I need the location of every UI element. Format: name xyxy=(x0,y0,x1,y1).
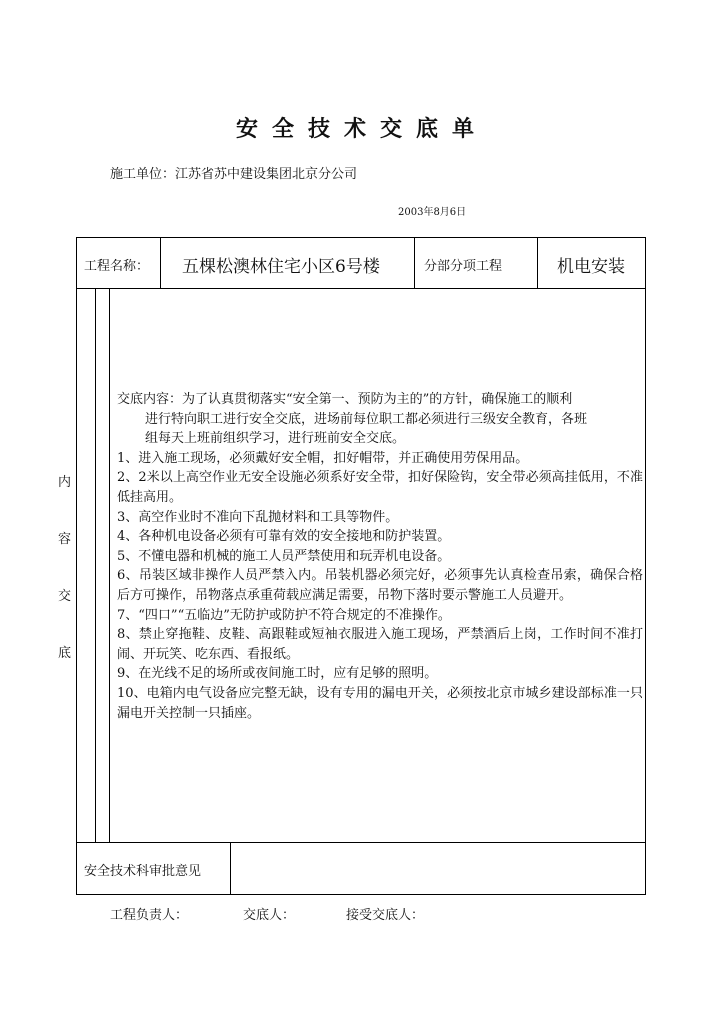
content-line: 5、不懂电器和机械的施工人员严禁使用和玩弄机电设备。 xyxy=(117,548,451,564)
content-line: 2、2米以上高空作业无安全设施必须系好安全带，扣好保险钩，安全带必须高挂低用，不准低挂高用。 xyxy=(117,470,643,505)
table-border-top xyxy=(76,237,646,238)
content-line: 1、进入施工现场，必须戴好安全帽，扣好帽带，并正确使用劳保用品。 xyxy=(117,450,529,466)
row-divider-header xyxy=(76,288,646,289)
document-date: 2003年8月6日 xyxy=(398,207,467,218)
construction-unit xyxy=(110,163,357,182)
footer-receiver: 接受交底人： xyxy=(346,908,425,923)
content-line: 组每天上班前组织学习，进行班前安全交底。 xyxy=(145,431,406,447)
content-line: 8、禁止穿拖鞋、皮鞋、高跟鞋或短袖衣服进入施工现场，严禁酒后上岗，工作时间不准打闹、开玩笑、吃东西、看报纸。 xyxy=(117,627,643,662)
side-char-2: 容 xyxy=(58,532,72,547)
document-title: 安全技术交底单 xyxy=(235,117,488,142)
unit-value: 江苏省苏中建设集团北京分公司 xyxy=(175,167,358,182)
footer-discloser: 交底人： xyxy=(243,908,296,923)
disclosure-content xyxy=(117,390,643,723)
project-name-label: 工程名称： xyxy=(84,259,150,274)
col-divider-2 xyxy=(414,237,415,289)
subdivision-value: 机电安装 xyxy=(557,257,625,277)
table-border-bottom xyxy=(76,894,646,895)
content-line: 10、电箱内电气设备应完整无缺，设有专用的漏电开关，必须按北京市城乡建设部标准一只漏电开关控制一只插座。 xyxy=(117,685,643,721)
table-border-left xyxy=(76,237,77,895)
content-line: 7、“四口”“五临边”无防护或防护不符合规定的不准操作。 xyxy=(117,607,451,623)
content-col-divider-a xyxy=(95,288,96,843)
subdivision-label: 分部分项工程 xyxy=(424,259,503,274)
content-col-divider-b xyxy=(109,288,110,843)
row-divider-approval xyxy=(76,842,646,843)
table-border-right xyxy=(645,237,646,895)
side-char-4: 底 xyxy=(58,646,72,661)
project-name-value: 五棵松澳林住宅小区6号楼 xyxy=(182,257,380,277)
content-line: 进行特向职工进行安全交底，进场前每位职工都必须进行三级安全教育，各班 xyxy=(145,411,588,427)
content-line: 9、在光线不足的场所或夜间施工时，应有足够的照明。 xyxy=(117,666,438,682)
footer-engineer: 工程负责人： xyxy=(110,908,189,923)
content-line: 交底内容：为了认真贯彻落实“安全第一、预防为主的”的方针，确保施工的顺利 xyxy=(117,392,573,407)
content-line: 3、高空作业时不准向下乱抛材料和工具等物件。 xyxy=(117,509,399,525)
content-line: 4、各种机电设备必须有可靠有效的安全接地和防护装置。 xyxy=(117,529,451,545)
unit-label: 施工单位： xyxy=(110,167,176,182)
side-char-1: 内 xyxy=(58,475,72,490)
content-line: 6、吊装区域非操作人员严禁入内。吊装机器必须完好，必须事先认真检查吊索，确保合格后方可操作，吊物落点承重荷载应满足需要，吊物下落时要示警施工人员避开。 xyxy=(117,568,643,603)
approval-label: 安全技术科审批意见 xyxy=(84,864,202,879)
col-divider-1 xyxy=(160,237,161,289)
col-divider-3 xyxy=(537,237,538,289)
side-char-3: 交 xyxy=(58,589,72,604)
approval-col-divider xyxy=(230,842,231,895)
